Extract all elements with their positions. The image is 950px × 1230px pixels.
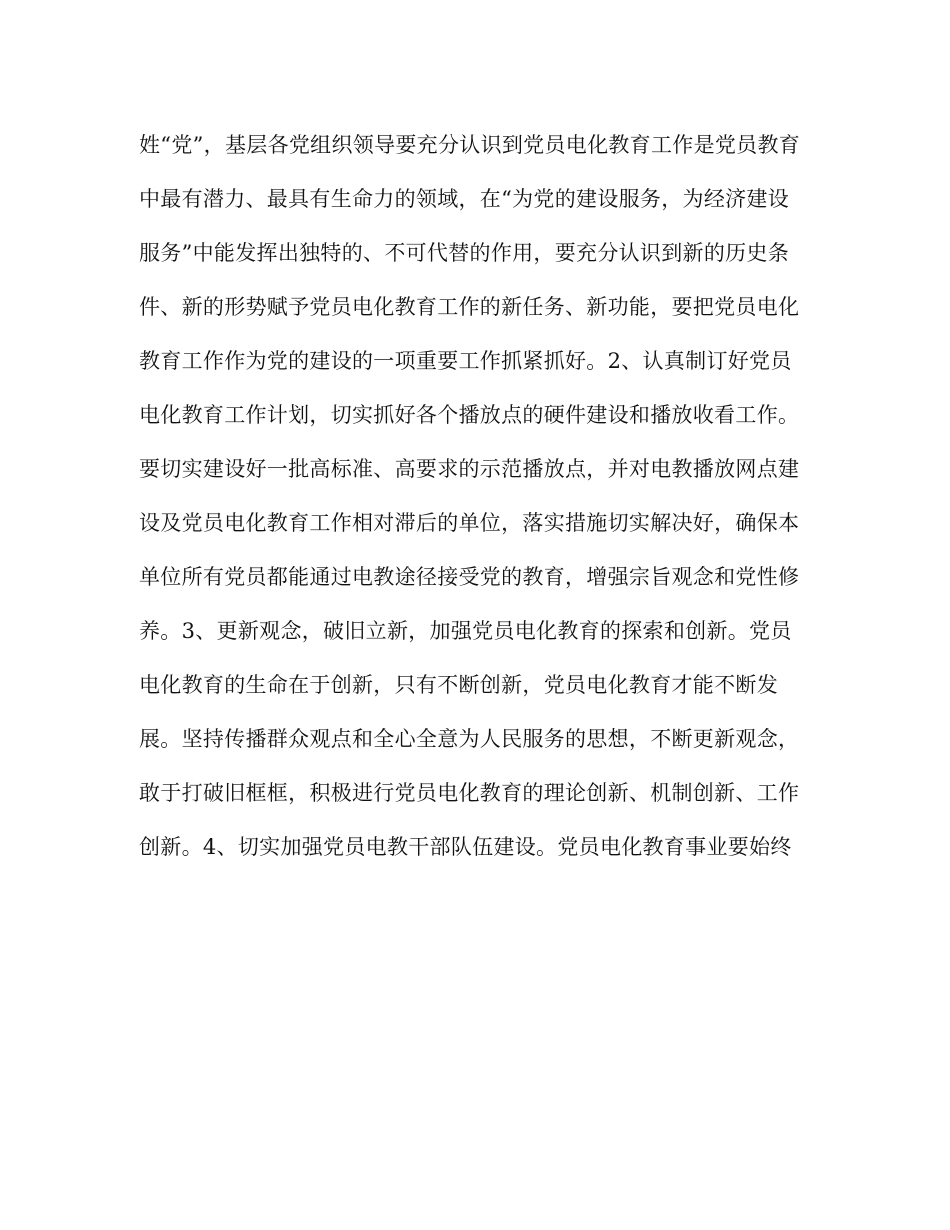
text-line: 要切实建设好一批高标准、高要求的示范播放点，并对电教播放网点建 [139,457,800,481]
text-line: 养。3、更新观念，破旧立新，加强党员电化教育的探索和创新。党员 [139,619,792,643]
text-line: 件、新的形势赋予党员电化教育工作的新任务、新功能，要把党员电化 [139,295,800,319]
text-line: 创新。4、切实加强党员电教干部队伍建设。党员电化教育事业要始终 [139,835,792,859]
text-line: 敢于打破旧框框，积极进行党员电化教育的理论创新、机制创新、工作 [139,781,800,805]
text-line: 设及党员电化教育工作相对滞后的单位，落实措施切实解决好，确保本 [139,511,800,535]
body-text [139,118,819,874]
text-line: 电化教育工作计划，切实抓好各个播放点的硬件建设和播放收看工作。 [139,403,800,427]
text-line: 服务”中能发挥出独特的、不可代替的作用，要充分认识到新的历史条 [139,241,790,265]
text-line: 中最有潜力、最具有生命力的领域，在“为党的建设服务，为经济建设 [139,187,790,211]
text-line: 教育工作作为党的建设的一项重要工作抓紧抓好。2、认真制订好党员 [139,349,792,373]
text-line: 姓“党”，基层各党组织领导要充分认识到党员电化教育工作是党员教育 [139,133,801,157]
text-line: 单位所有党员都能通过电教途径接受党的教育，增强宗旨观念和党性修 [139,565,800,589]
text-line: 电化教育的生命在于创新，只有不断创新，党员电化教育才能不断发 [139,673,778,697]
text-line: 展。坚持传播群众观点和全心全意为人民服务的思想，不断更新观念， [139,727,800,751]
